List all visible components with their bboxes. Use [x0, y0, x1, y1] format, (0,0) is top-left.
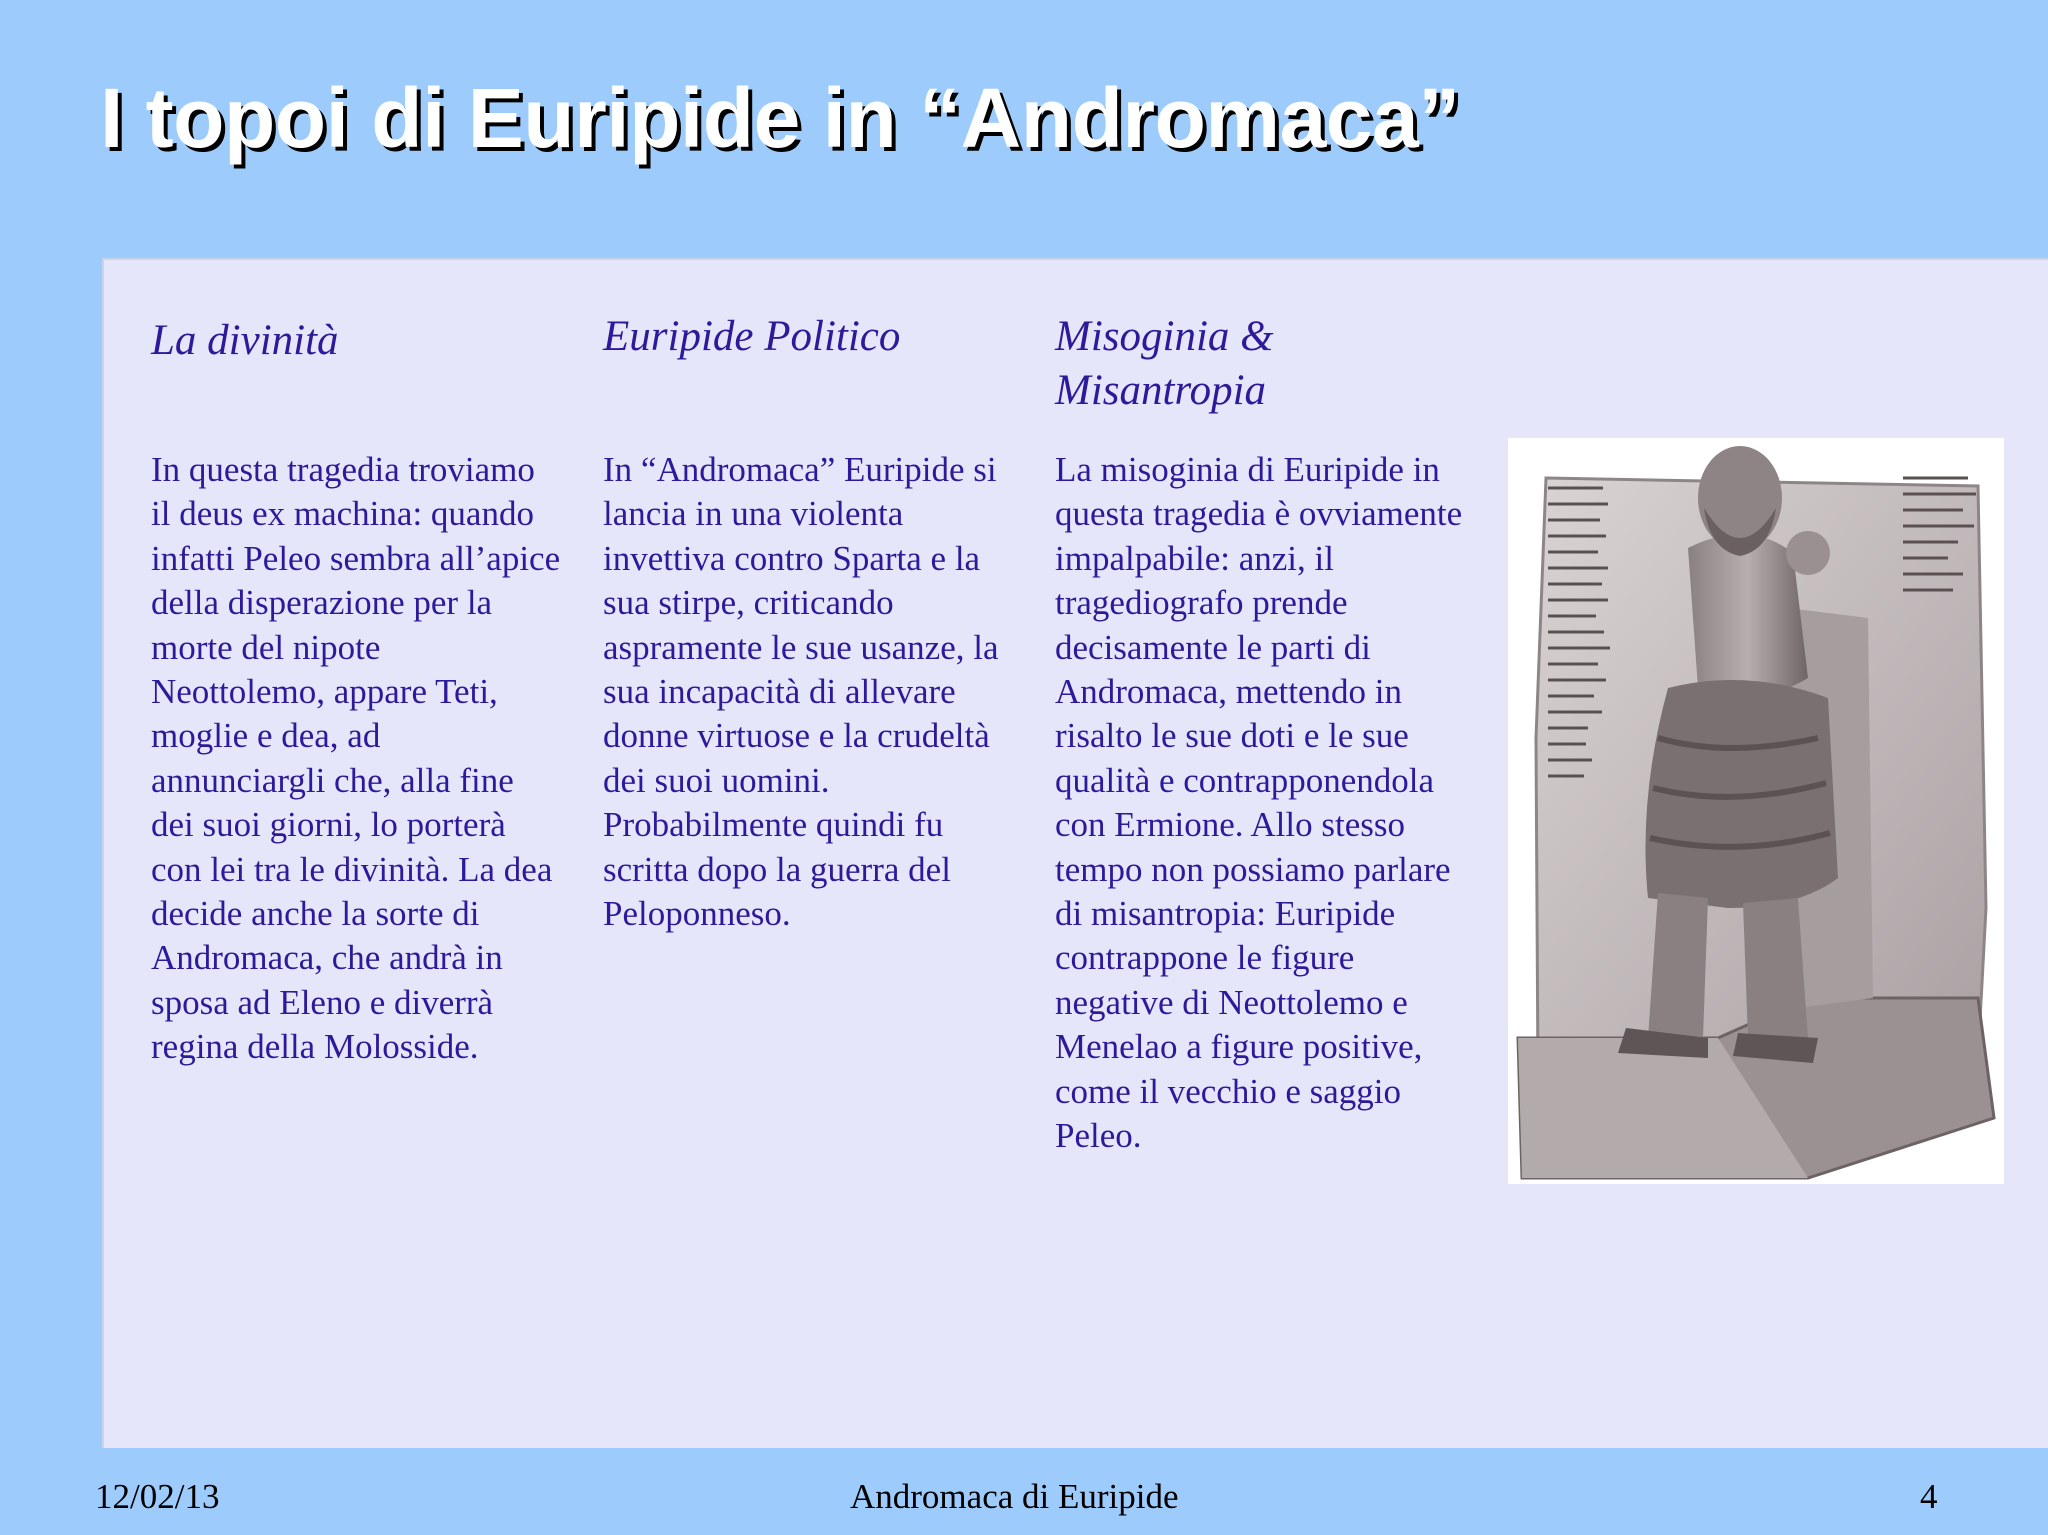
slide-title: I topoi di Euripide in “Andromaca” — [100, 71, 1460, 165]
column-body: In “Andromaca” Euripide si lancia in una violenta invettiva contro Sparta e la sua stirpe, criticando aspramente le sue usanze, la sua incapacità di allevare donne virtuose e la crudeltà dei suoi uomini. Probabilmente quindi fu scritta dopo la guerra del Peloponneso. — [603, 450, 999, 934]
euripides-statue-image — [1508, 438, 2004, 1184]
column-heading: Euripide Politico — [603, 313, 901, 360]
statue-illustration — [1508, 438, 2004, 1184]
footer-title: Andromaca di Euripide — [850, 1477, 1179, 1516]
page-number: 4 — [1920, 1477, 1938, 1516]
column-body: La misoginia di Euripide in questa tragedia è ovviamente impalpabile: anzi, il tragediografo prende decisamente le parti di Andromaca, mettendo in risalto le sue doti e le sue qualità e contrapponendola con Ermione. Allo stesso tempo non possiamo parlare di misantropia: Euripide contrappone le figure negative di Neottolemo e Menelao a figure positive, come il vecchio e saggio Peleo. — [1055, 450, 1463, 1156]
column-heading: Misoginia & Misantropia — [1055, 313, 1274, 414]
column-euripide-politico — [603, 310, 1013, 936]
column-divinita — [151, 310, 561, 1070]
column-body: In questa tragedia troviamo il deus ex machina: quando infatti Peleo sembra all’apice della disperazione per la morte del nipote Neottolemo, appare Teti, moglie e dea, ad annunciargli che, alla fine dei suoi giorni, lo porterà con lei tra le divinità. La dea decide anche la sorte di Andromaca, che andrà in sposa ad Eleno e diverrà regina della Molosside. — [151, 450, 561, 1067]
column-heading: La divinità — [151, 317, 339, 364]
footer-date: 12/02/13 — [95, 1477, 220, 1516]
column-misoginia — [1055, 310, 1465, 1159]
